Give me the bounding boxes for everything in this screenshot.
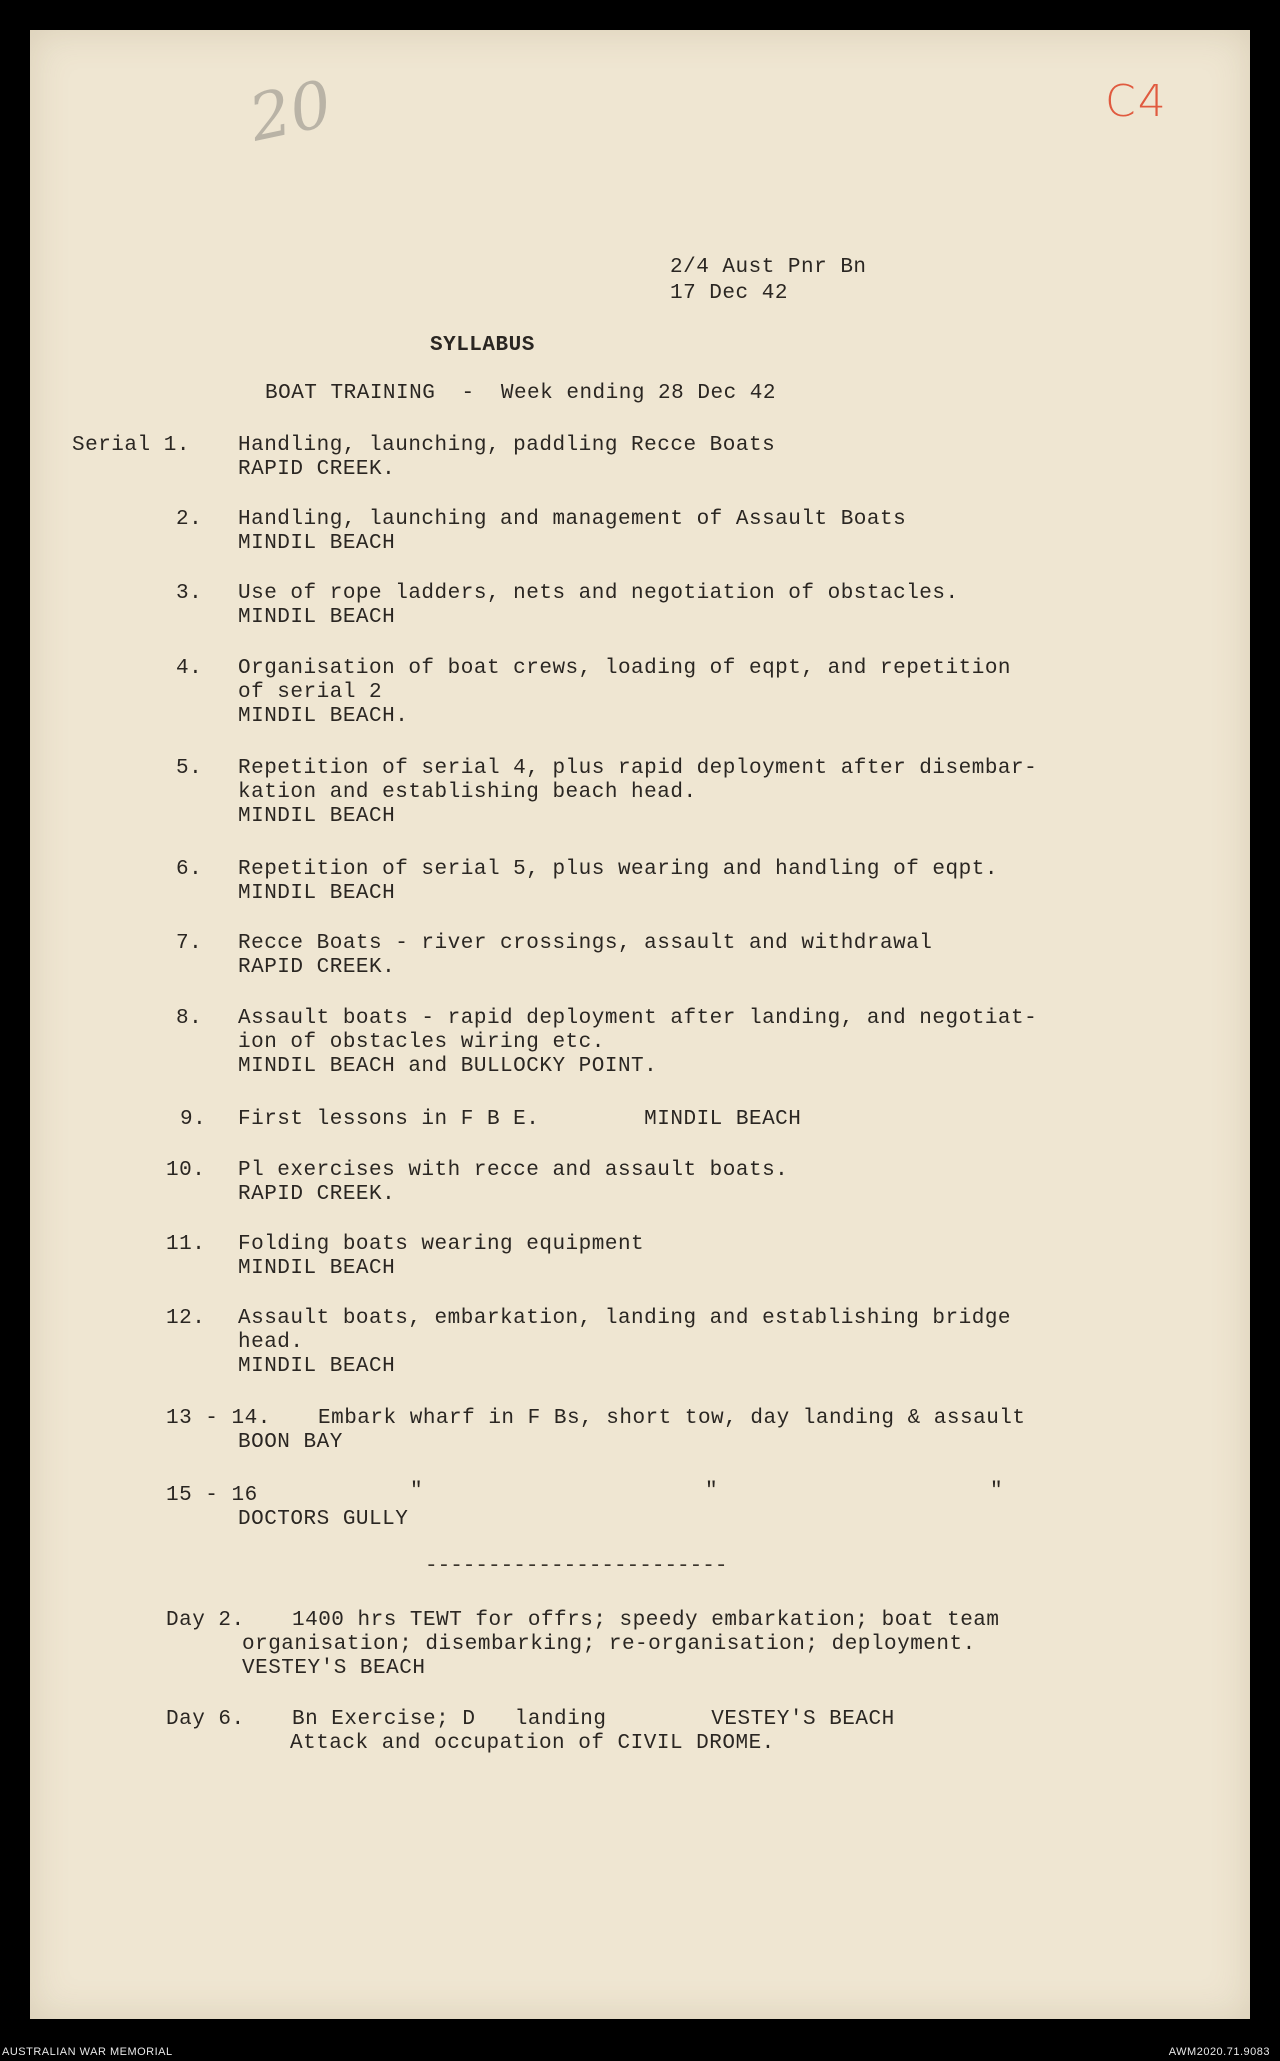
serial-text: Pl exercises with recce and assault boats. bbox=[238, 1159, 789, 1182]
serial-number: Serial 1. bbox=[72, 434, 190, 457]
serial-text: of serial 2 bbox=[238, 681, 383, 704]
serial-location: MINDIL BEACH bbox=[238, 532, 396, 555]
serial-location: MINDIL BEACH. bbox=[238, 705, 409, 728]
serial-text: Assault boats - rapid deployment after landing, and negotiat- bbox=[238, 1007, 1038, 1030]
document-title: SYLLABUS bbox=[430, 334, 535, 357]
serial-number: 12. bbox=[166, 1307, 206, 1330]
day-label: Day 6. bbox=[166, 1708, 245, 1731]
serial-location: MINDIL BEACH bbox=[238, 882, 396, 905]
serial-text: Repetition of serial 4, plus rapid deployment after disembar- bbox=[238, 757, 1038, 780]
section-divider: ------------------------ bbox=[425, 1555, 728, 1578]
serial-number: 11. bbox=[166, 1233, 206, 1256]
serial-number: 13 - 14. bbox=[166, 1407, 271, 1430]
ditto-mark: " bbox=[990, 1480, 1004, 1503]
serial-text: Organisation of boat crews, loading of eqpt, and repetition bbox=[238, 657, 1012, 680]
serial-number: 10. bbox=[166, 1159, 206, 1182]
serial-number: 3. bbox=[176, 582, 203, 605]
serial-number: 9. bbox=[180, 1108, 207, 1131]
serial-number: 4. bbox=[176, 657, 203, 680]
day-location: VESTEY'S BEACH bbox=[242, 1657, 426, 1680]
day-text: Bn Exercise; D landing VESTEY'S BEACH bbox=[292, 1708, 895, 1731]
ditto-mark: " bbox=[410, 1480, 424, 1503]
serial-text: Embark wharf in F Bs, short tow, day landing & assault bbox=[318, 1407, 1026, 1430]
serial-text: kation and establishing beach head. bbox=[238, 781, 697, 804]
day-text: 1400 hrs TEWT for offrs; speedy embarkation; boat team bbox=[292, 1609, 1000, 1632]
serial-number: 6. bbox=[176, 858, 203, 881]
document-subtitle: BOAT TRAINING - Week ending 28 Dec 42 bbox=[265, 382, 776, 405]
handwritten-ref-code: C4 bbox=[1105, 76, 1168, 127]
serial-location: RAPID CREEK. bbox=[238, 458, 396, 481]
day-label: Day 2. bbox=[166, 1609, 245, 1632]
serial-number: 2. bbox=[176, 508, 203, 531]
serial-location: MINDIL BEACH and BULLOCKY POINT. bbox=[238, 1055, 658, 1078]
serial-text: Handling, launching, paddling Recce Boats bbox=[238, 434, 776, 457]
serial-text: ion of obstacles wiring etc. bbox=[238, 1031, 605, 1054]
ditto-mark: " bbox=[705, 1480, 719, 1503]
serial-text: Assault boats, embarkation, landing and establishing bridge bbox=[238, 1307, 1012, 1330]
serial-text: First lessons in F B E. MINDIL BEACH bbox=[238, 1108, 802, 1131]
serial-location: DOCTORS GULLY bbox=[238, 1508, 409, 1531]
document-date: 17 Dec 42 bbox=[670, 282, 788, 305]
serial-text: Folding boats wearing equipment bbox=[238, 1233, 645, 1256]
unit-name: 2/4 Aust Pnr Bn bbox=[670, 256, 867, 279]
serial-location: MINDIL BEACH bbox=[238, 805, 396, 828]
day-text: Attack and occupation of CIVIL DROME. bbox=[290, 1732, 775, 1755]
serial-number: 5. bbox=[176, 757, 203, 780]
serial-location: MINDIL BEACH bbox=[238, 1257, 396, 1280]
handwritten-page-number: 20 bbox=[243, 67, 339, 157]
serial-location: MINDIL BEACH bbox=[238, 606, 396, 629]
serial-location: RAPID CREEK. bbox=[238, 1183, 396, 1206]
day-text: organisation; disembarking; re-organisation; deployment. bbox=[242, 1633, 976, 1656]
serial-text: Handling, launching and management of Assault Boats bbox=[238, 508, 907, 531]
serial-text: Recce Boats - river crossings, assault and withdrawal bbox=[238, 932, 933, 955]
serial-text: Use of rope ladders, nets and negotiation of obstacles. bbox=[238, 582, 959, 605]
serial-location: BOON BAY bbox=[238, 1431, 343, 1454]
serial-number: 7. bbox=[176, 932, 203, 955]
serial-number: 15 - 16 bbox=[166, 1484, 258, 1507]
archive-id: AWM2020.71.9083 bbox=[1168, 2046, 1270, 2058]
serial-number: 8. bbox=[176, 1007, 203, 1030]
archive-credit: AUSTRALIAN WAR MEMORIAL bbox=[2, 2046, 173, 2058]
serial-text: Repetition of serial 5, plus wearing and handling of eqpt. bbox=[238, 858, 998, 881]
serial-text: head. bbox=[238, 1331, 304, 1354]
serial-location: MINDIL BEACH bbox=[238, 1355, 396, 1378]
serial-location: RAPID CREEK. bbox=[238, 956, 396, 979]
